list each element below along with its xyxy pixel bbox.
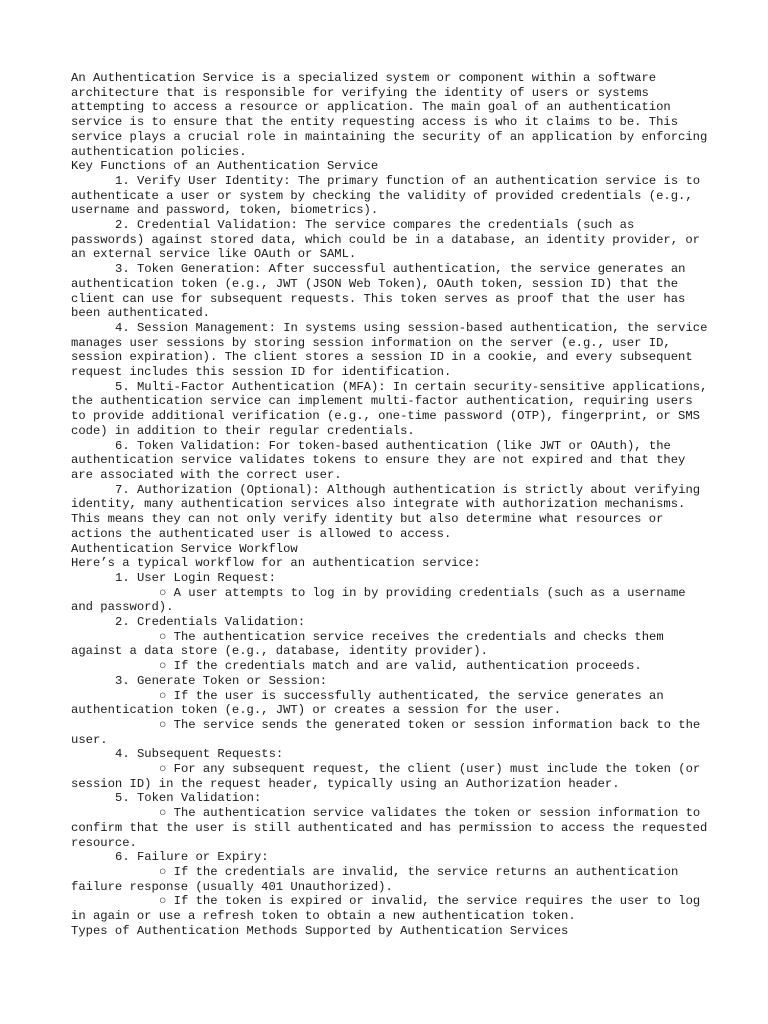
key-function-item: 4. Session Management: In systems using session-based authentication, the service manages user sessions by storing session information on the server (e.g., user ID, session expiration). The client stores a session ID in a cookie, and every subsequent request includes this session ID for identification. [71,320,708,380]
workflow-bullet: ○ For any subsequent request, the client (user) must include the token (or session ID) in the request header, typically using an Authorization header. [71,762,701,791]
workflow-bullet: ○ If the credentials match and are valid, authentication proceeds. [159,659,642,674]
workflow-bullet: ○ The service sends the generated token or session information back to the user. [71,717,701,747]
workflow-step [71,747,711,791]
workflow-bullet: ○ The authentication service receives the credentials and checks them against a data store (e.g., database, identity provider). [71,629,664,659]
key-function-item: 6. Token Validation: For token-based authentication (like JWT or OAuth), the authentication service validates tokens to ensure they are not expired and that they are associated with the correct user. [71,438,686,482]
workflow-step-title: 5. Token Validation: [115,791,262,806]
key-function-item: 5. Multi-Factor Authentication (MFA): In certain security-sensitive applications, the authentication service can implement multi-factor authentication, requiring users to provide additional verification (e.g., one-time password (OTP), fingerprint, or SMS code) in addition to their regular credentials. [71,379,708,438]
key-functions-heading: Key Functions of an Authentication Service [71,159,379,174]
workflow-heading: Authentication Service Workflow [71,541,298,556]
workflow-step [71,615,711,674]
workflow-step [71,791,711,850]
key-function-item: 7. Authorization (Optional): Although authentication is strictly about verifying identity, many authentication services also integrate with authorization mechanisms. This means they can not only verify identity but also determine what resources or actions the authenticated user is allowed to access. [71,482,701,541]
workflow-bullet: ○ If the token is expired or invalid, the service requires the user to log in again or use a refresh token to obtain a new authentication token. [71,894,701,924]
intro-paragraph: An Authentication Service is a specialized system or component within a software architecture that is responsible for verifying the identity of users or systems attempting to access a resource or application. The main goal of an authentication service is to ensure that the entity requesting access is who it claims to be. This service plays a crucial role in maintaining the security of an application by enforcing authentication policies. [71,71,708,159]
workflow-step-title: 6. Failure or Expiry: [115,850,269,865]
key-function-item: 1. Verify User Identity: The primary function of an authentication service is to authenticate a user or system by checking the validity of provided credentials (e.g., username and password, token, biometrics). [71,173,701,218]
workflow-step [71,674,711,748]
types-heading: Types of Authentication Methods Supported by Authentication Services [71,923,569,938]
workflow-intro: Here’s a typical workflow for an authentication service: [71,556,481,571]
document-page [71,71,711,938]
workflow-step [71,850,711,924]
workflow-step-title: 1. User Login Request: [115,570,276,585]
workflow-bullet: ○ If the credentials are invalid, the service returns an authentication failure response (usually 401 Unauthorized). [71,864,679,894]
workflow-step-title: 4. Subsequent Requests: [115,747,284,762]
workflow-bullet: ○ The authentication service validates the token or session information to confirm that the user is still authenticated and has permission to access the requested resource. [71,806,708,850]
key-function-item: 2. Credential Validation: The service compares the credentials (such as passwords) against stored data, which could be in a database, an identity provider, or an external service like OAuth or SAML. [71,218,700,262]
workflow-step-title: 2. Credentials Validation: [115,615,306,630]
workflow-bullet: ○ If the user is successfully authenticated, the service generates an authentication token (e.g., JWT) or creates a session for the user. [71,688,664,718]
workflow-step-title: 3. Generate Token or Session: [115,673,328,688]
key-function-item: 3. Token Generation: After successful authentication, the service generates an authentication token (e.g., JWT (JSON Web Token), OAuth token, session ID) that the client can use for subsequent requests. This token serves as proof that the user has been authenticated. [71,262,686,321]
workflow-bullet: ○ A user attempts to log in by providing credentials (such as a username and password). [71,585,686,615]
workflow-step [71,571,711,615]
